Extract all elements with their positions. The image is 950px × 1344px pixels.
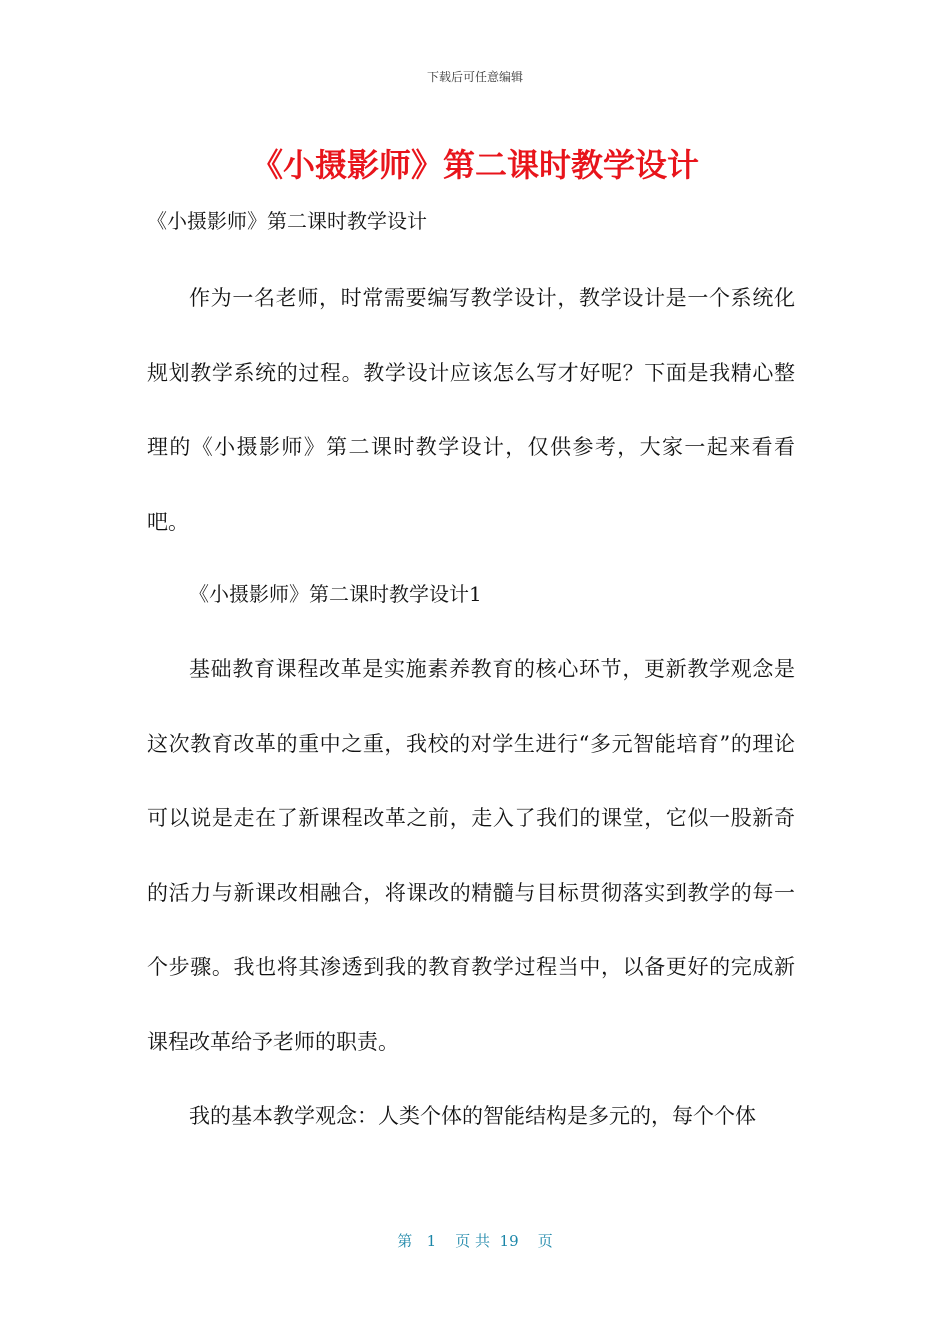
document-title: 《小摄影师》第二课时教学设计 — [250, 146, 699, 184]
footer-page-number: 1 — [426, 1232, 437, 1250]
footer-page-suffix: 页 — [537, 1232, 553, 1250]
footer-total-label: 页 共 — [455, 1232, 490, 1250]
body-paragraph-1: 基础教育课程改革是实施素养教育的核心环节，更新教学观念是这次教育改革的重中之重，我校的对学生进行“多元智能培育”的理论可以说是走在了新课程改革之前，走入了我们的课堂，它似一股新奇的活力与新课改相融合，将课改的精髓与目标贯彻落实到教学的每一个步骤。我也将其渗透到我的教育教学过程当中，以备更好的完成新课程改革给予老师的职责。 — [147, 657, 795, 1054]
header-note: 下载后可任意编辑 — [426, 70, 523, 84]
footer-page-label: 第 — [397, 1232, 413, 1250]
section-heading: 《小摄影师》第二课时教学设计1 — [189, 582, 482, 606]
footer-total-pages: 19 — [499, 1232, 519, 1250]
page-footer — [0, 1230, 950, 1251]
intro-paragraph: 作为一名老师，时常需要编写教学设计，教学设计是一个系统化规划教学系统的过程。教学设计应该怎么写才好呢？下面是我精心整理的《小摄影师》第二课时教学设计，仅供参考，大家一起来看看吧。 — [147, 286, 795, 534]
body-paragraph-2: 我的基本教学观念：人类个体的智能结构是多元的，每个个体 — [189, 1104, 756, 1128]
document-subtitle: 《小摄影师》第二课时教学设计 — [147, 209, 427, 233]
